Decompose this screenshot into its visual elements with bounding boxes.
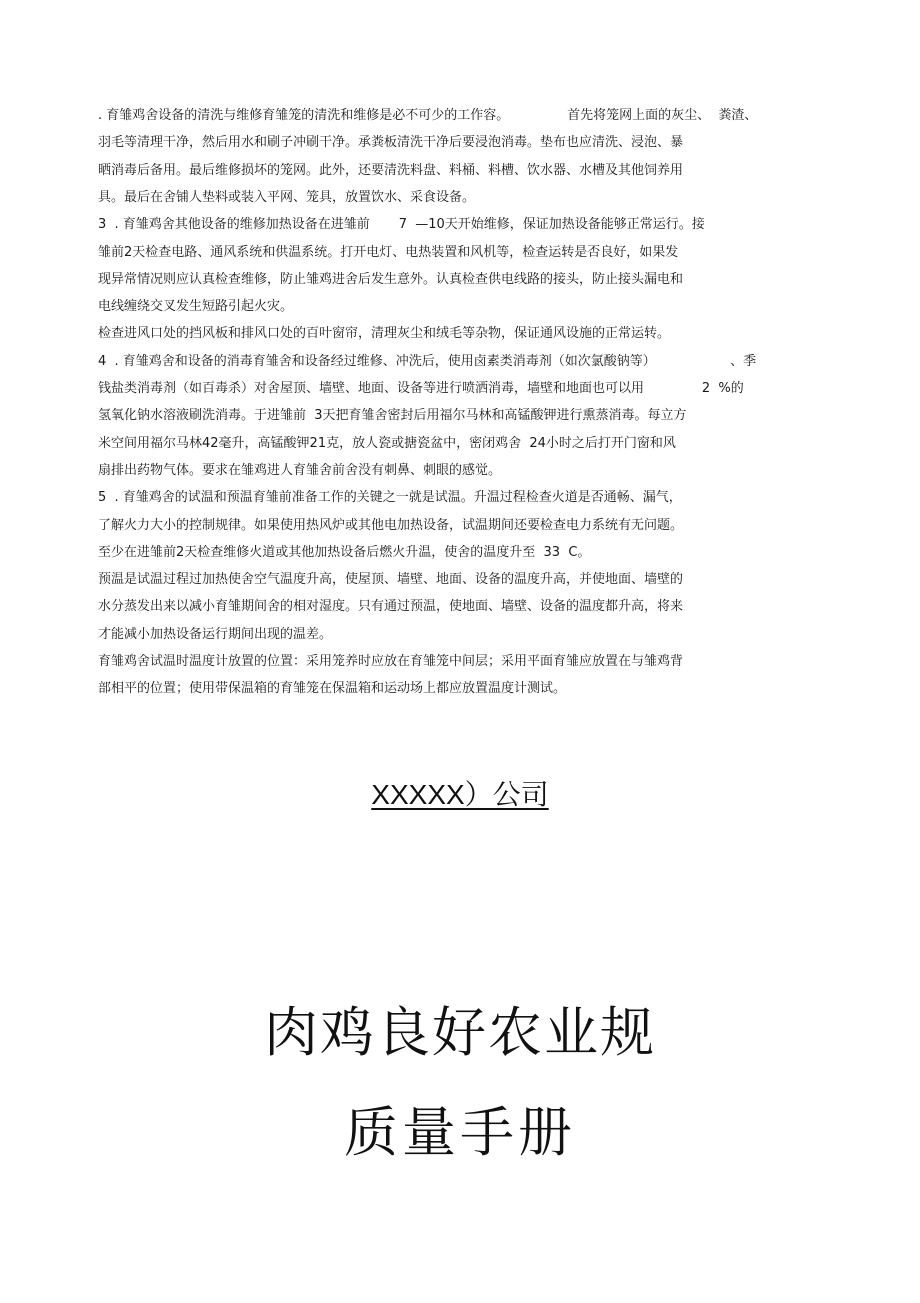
body-line: 现异常情况则应认真检查维修，防止雏鸡进舍后发生意外。认真检查供电线路的接头，防止接头漏电和 (98, 271, 684, 287)
body-line: 至少在进雏前2天检查维修火道或其他加热设备后燃火升温，使舍的温度升至 33 C。 (98, 544, 591, 560)
body-line: 钱盐类消毒剂（如百毒杀）对舍屋顶、墙壁、地面、设备等进行喷洒消毒，墙壁和地面也可以用 2 %的 (98, 381, 744, 396)
manual-title-line-2: 质量手册 (344, 1101, 576, 1164)
body-line: 5 . 育雏鸡舍的试温和预温育雏前准备工作的关键之一就是试温。升温过程检查火道是否通畅、漏气， (98, 490, 682, 506)
company-name: XXXXX）公司 (371, 779, 549, 810)
body-line: 4 . 育雏鸡舍和设备的消毒育雏舍和设备经过维修、冲洗后，使用卤素类消毒剂（如次氯酸钠等） 、季 (98, 353, 757, 369)
body-line: 扇排出药物气体。要求在雏鸡进人育雏舍前舍没有刺鼻、刺眼的感觉。 (98, 462, 502, 478)
body-line: 具。最后在舍铺人垫料或装入平网、笼具，放置饮水、采食设备。 (98, 189, 476, 205)
body-line: 米空间用福尔马林42毫升，高锰酸钾21克，放人瓷或搪瓷盆中，密闭鸡舍 24小时之后打开门窗和风 (98, 435, 676, 451)
body-line: 了解火力大小的控制规律。如果使用热风炉或其他电加热设备，试温期间还要检查电力系统有无问题。 (98, 517, 684, 533)
body-line: 水分蒸发出来以减小育雏期间舍的相对湿度。只有通过预温，使地面、墙壁、设备的温度都升高，将来 (98, 599, 684, 615)
body-line: . 育雏鸡舍设备的清洗与维修育雏笼的清洗和维修是必不可少的工作容。 首先将笼网上面的灰尘、 粪渣、 (98, 108, 758, 123)
body-line: 电线缠绕交叉发生短路引起火灾。 (98, 299, 294, 315)
body-line: 晒消毒后备用。最后维修损坏的笼网。此外，还要清洗料盘、料桶、料槽、饮水器、水槽及其他饲养用 (98, 162, 684, 178)
body-line: 才能减小加热设备运行期间出现的温差。 (98, 626, 333, 642)
body-line: 育雏鸡舍试温时温度计放置的位置：采用笼养时应放在育雏笼中间层；采用平面育雏应放置在与雏鸡背 (98, 654, 684, 669)
manual-title-line-1: 肉鸡良好农业规 (264, 1001, 656, 1064)
body-line: 3 . 育雏鸡舍其他设备的维修加热设备在进雏前 7 —10天开始维修，保证加热设备能够正常运行。接 (98, 217, 705, 233)
body-line: 预温是试温过程过加热使舍空气温度升高，使屋顶、墙壁、地面、设备的温度升高，并使地面、墙壁的 (98, 572, 684, 588)
body-line: 雏前2天检查电路、通风系统和供温系统。打开电灯、电热装置和风机等，检查运转是否良好，如果发 (98, 244, 679, 260)
body-line: 部相平的位置；使用带保温箱的育雏笼在保温箱和运动场上都应放置温度计测试。 (98, 681, 567, 697)
body-line: 氢氧化钠水溶液刷洗消毒。于进雏前 3天把育雏舍密封后用福尔马林和高锰酸钾进行熏蒸消毒。每立方 (98, 408, 687, 424)
body-line: 检查进风口处的挡风板和排风口处的百叶窗帘，清理灰尘和绒毛等杂物，保证通风设施的正常运转。 (98, 326, 671, 342)
body-line: 羽毛等清理干净，然后用水和刷子冲刷干净。承粪板清洗干净后要浸泡消毒。垫布也应清洗、浸泡、暴 (98, 135, 684, 151)
